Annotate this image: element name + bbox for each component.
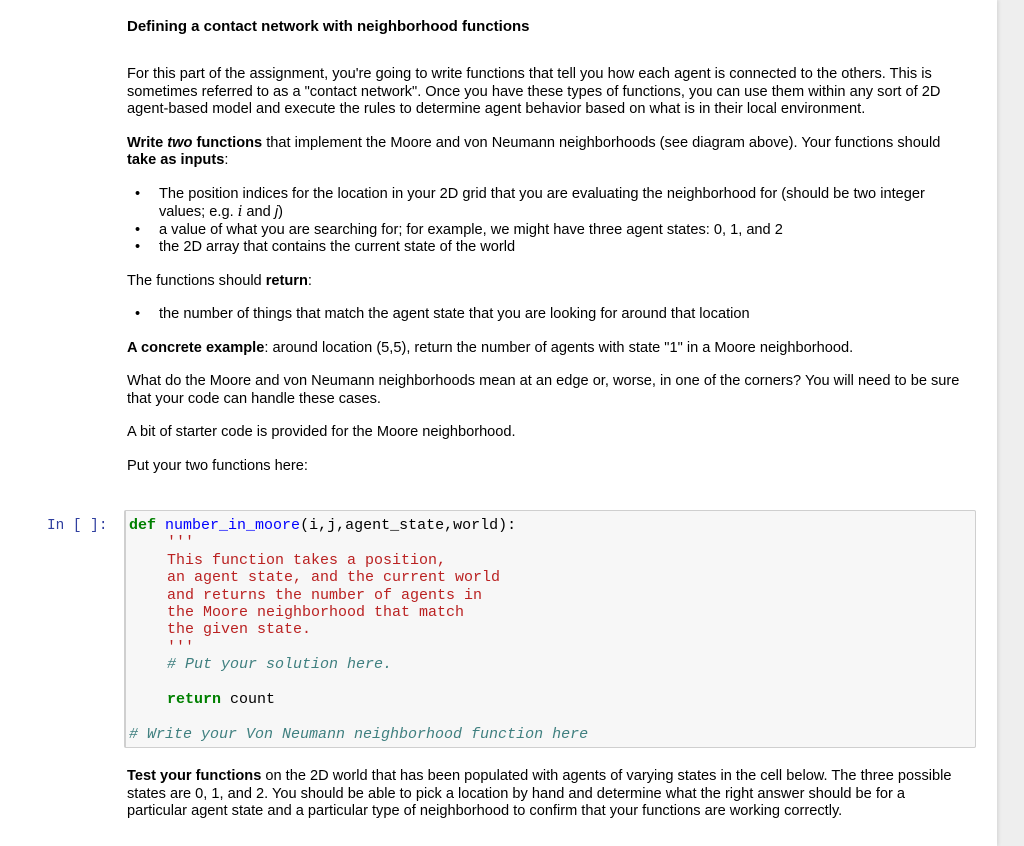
keyword-def: def <box>129 517 157 534</box>
functions-bold: functions <box>192 134 263 151</box>
list-item-text: the 2D array that contains the current state of the world <box>159 239 516 255</box>
edge-paragraph: What do the Moore and von Neumann neighborhoods mean at an edge or, worse, in one of the corners? You will need to be sure that your code can handle these cases. <box>127 373 960 407</box>
section-title: Defining a contact network with neighborhood functions <box>127 18 530 35</box>
intro-paragraph: For this part of the assignment, you're going to write functions that tell you how each agent is connected to the others. This is sometimes referred to as a "contact network". Once you have these types of functions, you can use them within any sort of 2D agent-based model and execute the rules to determine agent behavior based on what is in their local environment. <box>127 66 941 117</box>
code-cell[interactable] <box>124 510 976 748</box>
docstring-line: an agent state, and the current world <box>167 569 501 587</box>
put-paragraph: Put your two functions here: <box>127 457 308 474</box>
docstring-open: ''' <box>167 534 195 552</box>
write-end: : <box>224 152 229 168</box>
function-signature: (i,j,agent_state,world): <box>300 517 517 534</box>
list-item-text: ) <box>278 204 283 220</box>
docstring-line: and returns the number of agents in <box>167 586 483 604</box>
inputs-bold: take as inputs <box>127 152 225 168</box>
comment-solution: # Put your solution here. <box>167 656 393 674</box>
list-item-text: and <box>242 204 275 220</box>
docstring-line: This function takes a position, <box>167 551 447 569</box>
comment-von-neumann: # Write your Von Neumann neighborhood function here <box>129 725 589 743</box>
return-value: count <box>221 690 276 708</box>
example-bold: A concrete example <box>127 339 265 356</box>
write-paragraph <box>127 135 967 170</box>
return-post: : <box>307 272 312 289</box>
docstring-line: the given state. <box>167 621 312 639</box>
keyword-return: return <box>167 690 222 708</box>
list-item <box>127 239 967 257</box>
inputs-list <box>127 186 967 257</box>
return-pre: The functions should <box>127 272 266 289</box>
list-item <box>127 222 967 240</box>
return-bold: return <box>265 272 308 289</box>
write-middle: that implement the Moore and von Neumann neighborhoods (see diagram above). Your functions should <box>262 134 941 151</box>
starter-paragraph: A bit of starter code is provided for the Moore neighborhood. <box>127 424 516 440</box>
markdown-cell-test[interactable] <box>127 768 967 821</box>
two-italic: two <box>167 134 193 151</box>
bullet: • <box>135 239 141 255</box>
write-bold: Write <box>127 134 168 151</box>
test-bold: Test your functions <box>127 768 262 784</box>
var-i: i <box>237 203 243 220</box>
list-item <box>127 186 967 222</box>
var-j: j <box>274 204 279 220</box>
markdown-cell-title[interactable] <box>127 18 967 36</box>
return-paragraph <box>127 273 967 291</box>
test-paragraph <box>127 768 967 821</box>
example-rest: : around location (5,5), return the number of agents with state "1" in a Moore neighborhood. <box>264 339 854 356</box>
bullet: • <box>135 185 141 202</box>
input-prompt: In [ ]: <box>47 518 108 534</box>
code-editor[interactable] <box>129 517 588 743</box>
test-rest: on the 2D world that has been populated with agents of varying states in the cell below. The three possible states are 0, 1, and 2. You should be able to pick a location by hand and determine what the right answer should be for a particular agent state and a particular type of neighborhood to confirm that your functions are working correctly. <box>127 768 952 819</box>
bullet: • <box>135 221 141 238</box>
function-name: number_in_moore <box>165 517 301 534</box>
docstring-close: ''' <box>167 638 195 656</box>
docstring-line: the Moore neighborhood that match <box>167 603 465 621</box>
markdown-cell-instructions[interactable] <box>127 66 967 475</box>
list-item-text: The position indices for the location in your 2D grid that you are evaluating the neighborhood for (should be two integer values; e.g. <box>159 185 925 220</box>
return-list <box>127 306 967 324</box>
cell-border <box>125 511 126 747</box>
list-item <box>127 306 967 324</box>
list-item-text: the number of things that match the agent state that you are looking for around that location <box>159 306 750 322</box>
example-paragraph <box>127 340 967 358</box>
bullet: • <box>135 306 141 322</box>
list-item-text: a value of what you are searching for; for example, we might have three agent states: 0, 1, and 2 <box>159 221 783 238</box>
